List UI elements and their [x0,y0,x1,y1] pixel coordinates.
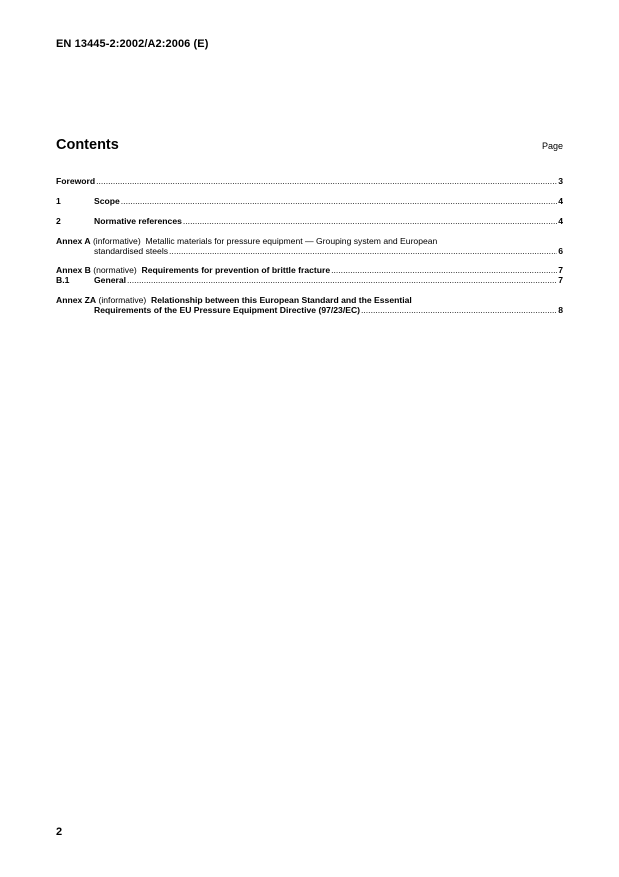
annex-title-line2: Requirements of the EU Pressure Equipment Directive (97/23/EC) [94,305,361,315]
annex-title: Requirements for prevention of brittle fracture [141,265,331,275]
dot-leader [331,265,557,275]
toc-page-number: 8 [558,305,563,315]
toc-entry-scope[interactable] [56,196,563,206]
toc-section-number: 1 [56,196,61,206]
annex-label: Annex A [56,236,91,246]
annex-title-line2: standardised steels [94,246,169,256]
toc-entry-normative-references[interactable] [56,216,563,226]
toc-entry-annex-b[interactable] [56,265,563,275]
toc-entry-foreword[interactable] [56,176,563,186]
dot-leader [127,275,557,285]
toc-page-number: 7 [558,265,563,275]
dot-leader [169,246,557,256]
document-identifier: EN 13445-2:2002/A2:2006 (E) [56,38,209,50]
toc-page-number: 3 [558,176,563,186]
contents-heading: Contents [56,137,119,153]
annex-label: Annex ZA [56,295,97,305]
toc-page-number: 7 [558,275,563,285]
dot-leader [121,196,557,206]
toc-page-number: 6 [558,246,563,256]
page-number: 2 [56,826,63,838]
toc-title: Scope [94,196,120,206]
toc-section-number: 2 [56,216,61,226]
dot-leader [183,216,557,226]
toc-title: Normative references [94,216,182,226]
toc-entry-annex-a[interactable] [56,236,563,256]
dot-leader [96,176,557,186]
toc-entry-b1-general[interactable] [56,275,563,285]
annex-label: Annex B [56,265,91,275]
annex-type: (informative) [98,295,147,305]
toc-title: Foreword [56,176,96,186]
dot-leader [361,305,557,315]
page-column-label: Page [541,141,563,151]
toc-page-number: 4 [558,196,563,206]
annex-title-line1: Metallic materials for pressure equipment — Grouping system and European [145,236,438,246]
toc-page-number: 4 [558,216,563,226]
annex-type: (normative) [93,265,137,275]
annex-type: (informative) [92,236,141,246]
table-of-contents [56,176,563,315]
annex-title-line1: Relationship between this European Standard and the Essential [151,295,412,305]
toc-title: General [94,275,127,285]
toc-section-number: B.1 [56,275,70,285]
toc-entry-annex-za[interactable] [56,295,563,315]
